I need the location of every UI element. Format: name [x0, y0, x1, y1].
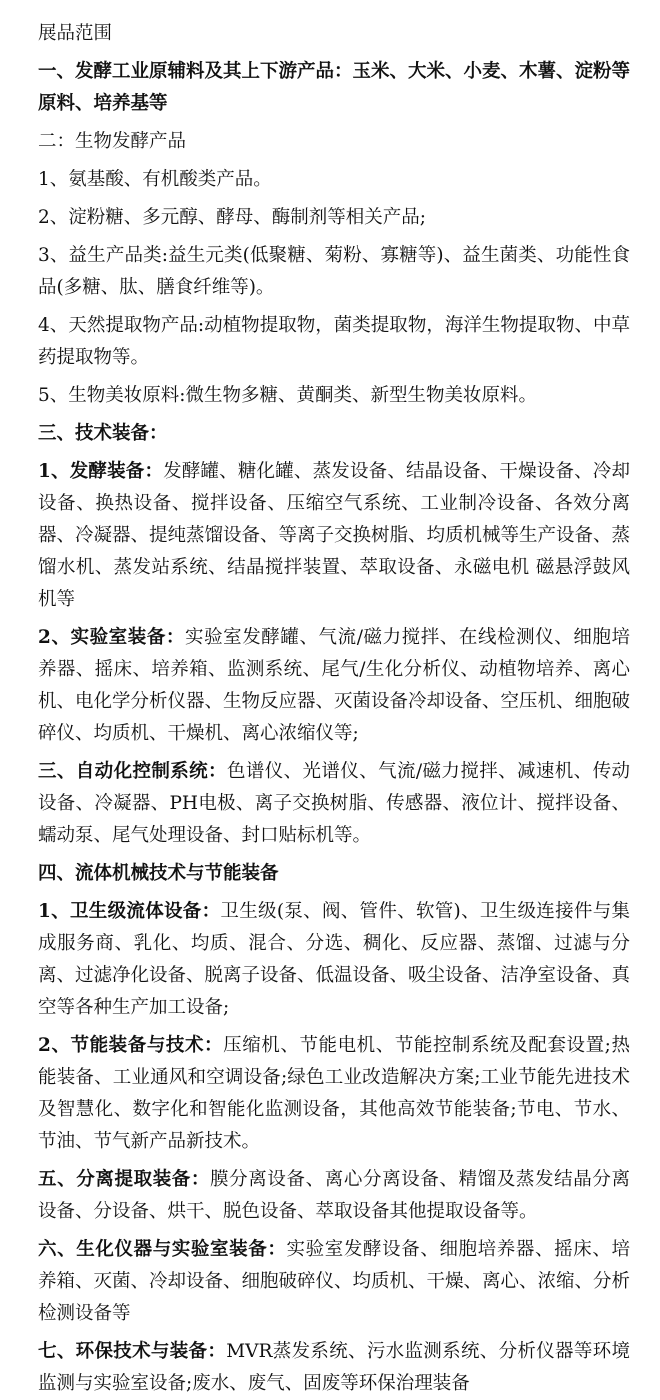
- paragraph-text: 压缩机、节能电机、节能控制系统及配套设置;热能装备、工业通风和空调设备;绿色工业改造解决方案;工业节能先进技术及智慧化、数字化和智能化监测设备，其他高效节能装备;节电、节水、节油、节气新产品新技术。: [38, 1035, 630, 1152]
- paragraph-bio-fermentation-products: [38, 126, 630, 158]
- paragraph-technical-equipment: [38, 418, 630, 450]
- paragraph-text: 3、益生产品类:益生元类(低聚糖、菊粉、寡糖等)、益生菌类、功能性食品(多糖、肽、膳食纤维等)。: [38, 245, 630, 298]
- paragraph-lead: 2、实验室装备：: [38, 627, 185, 648]
- paragraph-text: 实验室发酵设备、细胞培养器、摇床、培养箱、灭菌、冷却设备、细胞破碎仪、均质机、干燥、离心、浓缩、分析检测设备等: [38, 1239, 631, 1324]
- paragraph-text: 实验室发酵罐、气流/磁力搅拌、在线检测仪、细胞培养器、摇床、培养箱、监测系统、尾气/生化分析仪、动植物培养、离心机、电化学分析仪器、生物反应器、灭菌设备冷却设备、空压机、细胞破碎仪、均质机、干燥机、离心浓缩仪等;: [38, 627, 631, 744]
- paragraph-sanitary-fluid-equipment: [38, 896, 630, 1024]
- paragraph-fermentation-equipment: [38, 456, 630, 616]
- paragraph-lead: 三、自动化控制系统：: [38, 761, 227, 782]
- paragraph-lead: 六、生化仪器与实验室装备：: [38, 1239, 287, 1260]
- paragraph-text: 2、淀粉糖、多元醇、酵母、酶制剂等相关产品;: [38, 207, 427, 228]
- paragraph-fermentation-raw-materials: [38, 56, 630, 120]
- paragraph-text: MVR蒸发系统、污水监测系统、分析仪器等环境监测与实验室设备;废水、废气、固废等环保治理装备: [38, 1341, 630, 1394]
- paragraph-lead: 1、发酵装备：: [38, 461, 164, 482]
- paragraph-text: 4、天然提取物产品:动植物提取物，菌类提取物，海洋生物提取物、中草药提取物等。: [38, 315, 630, 368]
- paragraph-starch-sugar: [38, 202, 630, 234]
- paragraph-natural-extracts: [38, 310, 630, 374]
- paragraph-laboratory-equipment: [38, 622, 630, 750]
- paragraph-lead: 五、分离提取装备：: [38, 1169, 211, 1190]
- paragraph-automation-control: [38, 756, 630, 852]
- paragraph-energy-saving: [38, 1030, 630, 1158]
- paragraph-text: 一、发酵工业原辅料及其上下游产品：玉米、大米、小麦、木薯、淀粉等原料、培养基等: [38, 61, 631, 114]
- paragraph-lead: 2、节能装备与技术：: [38, 1035, 224, 1056]
- paragraph-text: 色谱仪、光谱仪、气流/磁力搅拌、减速机、传动设备、冷凝器、PH电极、离子交换树脂、传感器、液位计、搅拌设备、蠕动泵、尾气处理设备、封口贴标机等。: [38, 761, 630, 846]
- paragraph-probiotics: [38, 240, 630, 304]
- paragraph-lead: 七、环保技术与装备：: [38, 1341, 227, 1362]
- paragraph-amino-acids: [38, 164, 630, 196]
- paragraph-biochem-instruments: [38, 1234, 630, 1330]
- paragraph-text: 5、生物美妆原料:微生物多糖、黄酮类、新型生物美妆原料。: [38, 385, 538, 406]
- paragraph-separation-extraction: [38, 1164, 630, 1228]
- paragraph-text: 1、氨基酸、有机酸类产品。: [38, 169, 272, 190]
- paragraph-lead: 1、卫生级流体设备：: [38, 901, 221, 922]
- paragraph-bio-cosmetics: [38, 380, 630, 412]
- document-title: 展品范围: [38, 23, 113, 44]
- paragraph-text: 发酵罐、糖化罐、蒸发设备、结晶设备、干燥设备、冷却设备、换热设备、搅拌设备、压缩空气系统、工业制冷设备、各效分离器、冷凝器、提纯蒸馏设备、等离子交换树脂、均质机械等生产设备、蒸馏水机、蒸发站系统、结晶搅拌装置、萃取设备、永磁电机 磁悬浮鼓风机等: [38, 461, 631, 610]
- paragraph-text: 二：生物发酵产品: [38, 131, 187, 152]
- paragraph-text: 卫生级(泵、阀、管件、软管)、卫生级连接件与集成服务商、乳化、均质、混合、分选、稠化、反应器、蒸馏、过滤与分离、过滤净化设备、脱离子设备、低温设备、吸尘设备、洁净室设备、真空等各种生产加工设备;: [38, 901, 631, 1018]
- paragraph-lead: 三、技术装备：: [38, 423, 168, 444]
- paragraph-environmental: [38, 1336, 630, 1400]
- paragraph-fluid-machinery: [38, 858, 630, 890]
- paragraph-text: 膜分离设备、离心分离设备、精馏及蒸发结晶分离设备、分设备、烘干、脱色设备、萃取设备其他提取设备等。: [38, 1169, 630, 1222]
- paragraph-lead: 四、流体机械技术与节能装备: [38, 863, 279, 884]
